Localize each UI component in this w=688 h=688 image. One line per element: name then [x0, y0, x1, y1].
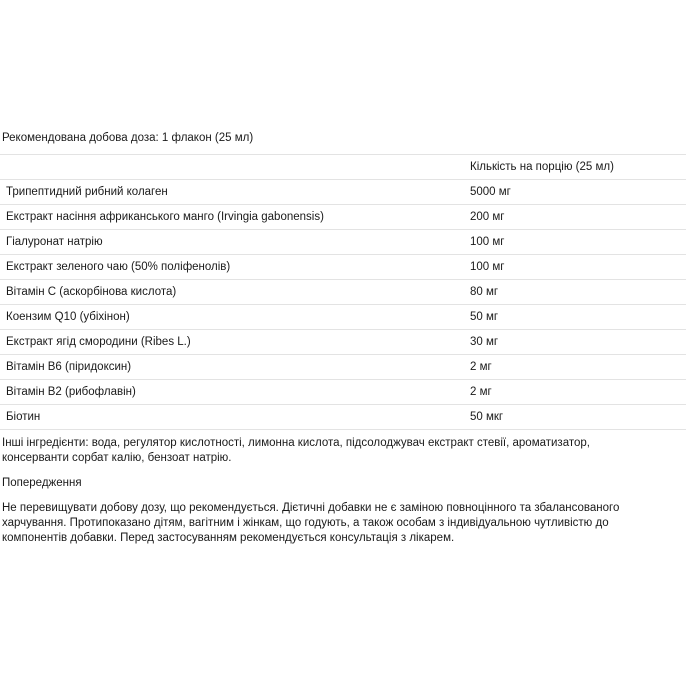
ingredient-name: Вітамін С (аскорбінова кислота) [0, 280, 464, 305]
ingredient-name: Екстракт ягід смородини (Ribes L.) [0, 330, 464, 355]
ingredient-amount: 100 мг [464, 230, 686, 255]
table-row [0, 205, 686, 230]
warning-text: Не перевищувати добову дозу, що рекомендується. Дієтичні добавки не є заміною повноцінного та збалансованого харчування. Протипоказано дітям, вагітним і жінкам, що годують, а також особам з індивідуальною чутливістю до компонентів добавки. Перед застосуванням рекомендується консультація з лікарем. [2, 502, 620, 544]
ingredient-amount: 2 мг [464, 355, 686, 380]
ingredient-name: Екстракт зеленого чаю (50% поліфенолів) [0, 255, 464, 280]
table-row [0, 405, 686, 430]
ingredient-amount: 50 мкг [464, 405, 686, 430]
table-row [0, 255, 686, 280]
ingredient-name: Гіалуронат натрію [0, 230, 464, 255]
ingredient-amount: 5000 мг [464, 180, 686, 205]
other-ingredients: Інші інгредієнти: вода, регулятор кислотності, лимонна кислота, підсолоджувач екстракт стевії, ароматизатор, консерванти сорбат калію, бензоат натрію. [2, 437, 590, 464]
header-amount-cell: Кількість на порцію (25 мл) [464, 155, 686, 180]
table-row [0, 330, 686, 355]
nutrition-table [0, 154, 686, 430]
table-row [0, 355, 686, 380]
table-row [0, 280, 686, 305]
ingredient-name: Вітамін В2 (рибофлавін) [0, 380, 464, 405]
table-row [0, 230, 686, 255]
ingredient-name: Трипептидний рибний колаген [0, 180, 464, 205]
ingredient-amount: 80 мг [464, 280, 686, 305]
ingredient-amount: 50 мг [464, 305, 686, 330]
header-name-cell [0, 155, 464, 180]
table-header-row [0, 155, 686, 180]
ingredient-name: Біотин [0, 405, 464, 430]
ingredient-amount: 30 мг [464, 330, 686, 355]
ingredient-amount: 2 мг [464, 380, 686, 405]
warning-title: Попередження [2, 477, 82, 489]
ingredient-name: Екстракт насіння африканського манго (Irvingia gabonensis) [0, 205, 464, 230]
ingredient-amount: 200 мг [464, 205, 686, 230]
ingredient-amount: 100 мг [464, 255, 686, 280]
supplement-info [0, 130, 688, 546]
table-row [0, 380, 686, 405]
ingredient-name: Вітамін В6 (піридоксин) [0, 355, 464, 380]
table-row [0, 305, 686, 330]
table-row [0, 180, 686, 205]
recommended-dose: Рекомендована добова доза: 1 флакон (25 мл) [2, 132, 254, 144]
ingredient-name: Коензим Q10 (убіхінон) [0, 305, 464, 330]
